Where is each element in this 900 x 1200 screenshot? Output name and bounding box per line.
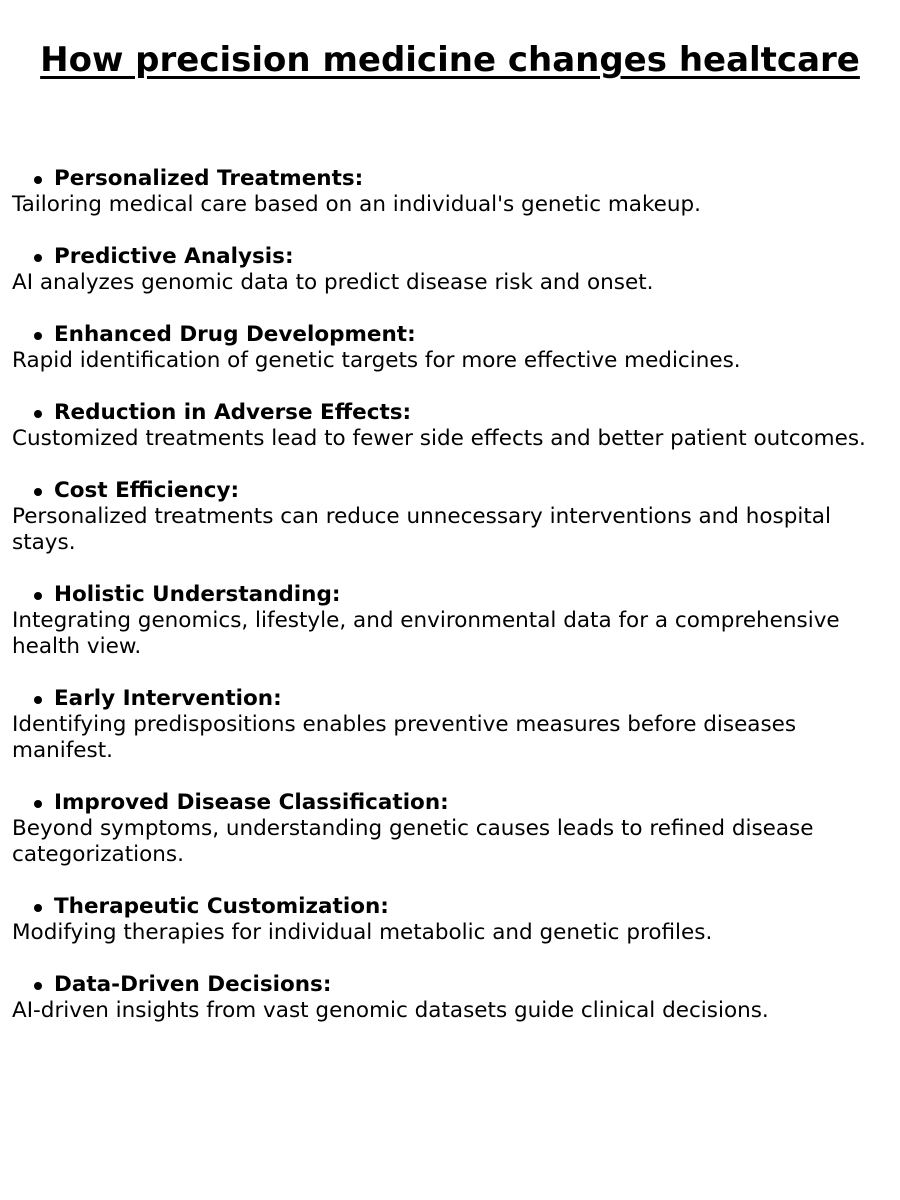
item-heading-text: Therapeutic Customization:	[54, 894, 389, 919]
item-heading	[12, 972, 888, 998]
item-heading	[12, 166, 888, 192]
item-heading	[12, 322, 888, 348]
item-heading-text: Predictive Analysis:	[54, 244, 294, 269]
list-item	[12, 790, 888, 868]
bullet-icon	[34, 488, 42, 496]
bullet-icon	[34, 800, 42, 808]
item-description: AI analyzes genomic data to predict disease risk and onset.	[12, 270, 654, 295]
item-heading-text: Early Intervention:	[54, 686, 282, 711]
item-description: Identifying predispositions enables preventive measures before diseases manifest.	[12, 712, 797, 763]
item-heading-text: Enhanced Drug Development:	[54, 322, 416, 347]
bullet-icon	[34, 332, 42, 340]
item-heading	[12, 686, 888, 712]
item-description: AI-driven insights from vast genomic datasets guide clinical decisions.	[12, 998, 769, 1023]
list-item	[12, 582, 888, 660]
item-description: Rapid identification of genetic targets for more effective medicines.	[12, 348, 741, 373]
item-description: Integrating genomics, lifestyle, and environmental data for a comprehensive health view.	[12, 608, 840, 659]
bullet-icon	[34, 592, 42, 600]
item-heading	[12, 244, 888, 270]
list-item	[12, 166, 888, 218]
list-item	[12, 686, 888, 764]
list-item	[12, 244, 888, 296]
item-description: Beyond symptoms, understanding genetic causes leads to refined disease categorizations.	[12, 816, 814, 867]
item-heading	[12, 790, 888, 816]
bullet-icon	[34, 176, 42, 184]
bullet-icon	[34, 410, 42, 418]
item-heading	[12, 894, 888, 920]
bullet-icon	[34, 904, 42, 912]
list-item	[12, 894, 888, 946]
item-description: Personalized treatments can reduce unnecessary interventions and hospital stays.	[12, 504, 831, 555]
list-item	[12, 400, 888, 452]
item-heading-text: Cost Efficiency:	[54, 478, 240, 503]
bullet-icon	[34, 696, 42, 704]
item-description: Modifying therapies for individual metabolic and genetic profiles.	[12, 920, 713, 945]
item-description: Tailoring medical care based on an individual's genetic makeup.	[12, 192, 701, 217]
item-heading-text: Reduction in Adverse Effects:	[54, 400, 412, 425]
item-heading	[12, 582, 888, 608]
bullet-icon	[34, 254, 42, 262]
list-item	[12, 972, 888, 1024]
item-heading-text: Holistic Understanding:	[54, 582, 341, 607]
bullet-list	[12, 166, 888, 1050]
list-item	[12, 322, 888, 374]
item-heading-text: Personalized Treatments:	[54, 166, 364, 191]
list-item	[12, 478, 888, 556]
item-heading-text: Data-Driven Decisions:	[54, 972, 332, 997]
item-description: Customized treatments lead to fewer side effects and better patient outcomes.	[12, 426, 866, 451]
item-heading-text: Improved Disease Classification:	[54, 790, 449, 815]
page-title: How precision medicine changes healtcare	[40, 40, 860, 80]
item-heading	[12, 478, 888, 504]
bullet-icon	[34, 982, 42, 990]
item-heading	[12, 400, 888, 426]
